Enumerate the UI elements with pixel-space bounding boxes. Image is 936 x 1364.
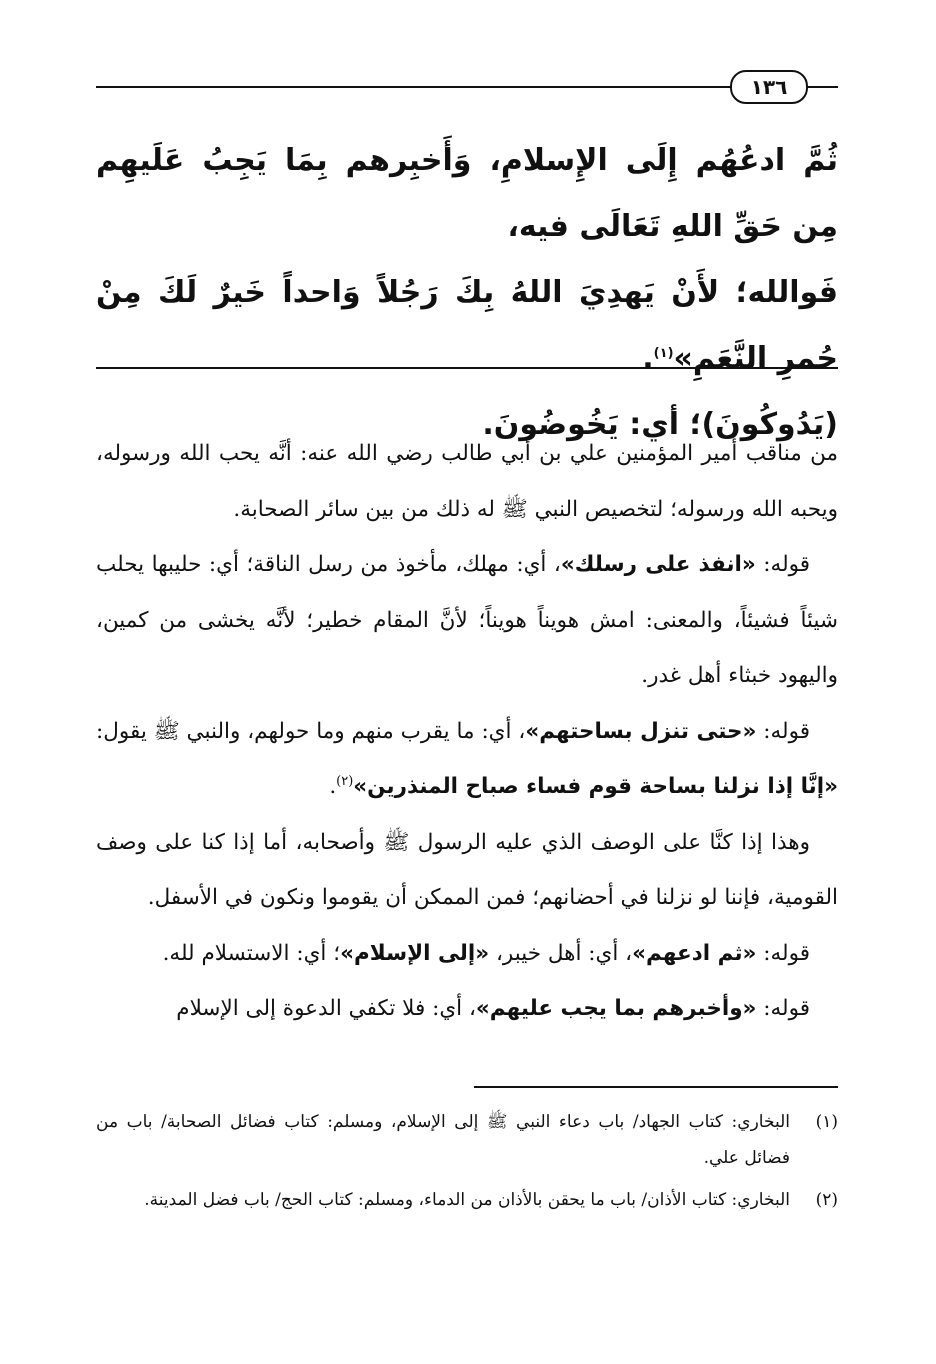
matn-line-2 — [96, 260, 838, 392]
footnote-number-2: (٢) — [815, 1190, 838, 1210]
p3-quote: «حتى تنزل بساحتهم» — [525, 718, 757, 744]
p5-lead: قوله: — [756, 940, 810, 966]
p2-quote: «انفذ على رسلك» — [560, 552, 756, 577]
p2-lead: قوله: — [755, 552, 810, 577]
p3-rest: ، أي: ما يقرب منهم وما حولهم، والنبي ﷺ يقول: — [96, 718, 526, 744]
commentary-block — [96, 426, 838, 1037]
p2-rest: ، أي: مهلك، مأخوذ من رسل الناقة؛ أي: حليبها يحلب شيئاً فشيئاً، والمعنى: امش هويناً هويناً؛ لأنَّ المقام خطير؛ لأنَّه يخشى من كمين، واليهود خبثاء أهل غدر. — [96, 552, 838, 688]
p6-lead: قوله: — [756, 996, 810, 1021]
p3-hadith-quote: «إنَّا إذا نزلنا بساحة قوم فساء صباح المنذرين» — [353, 774, 838, 799]
footnote-number-1: (١) — [815, 1112, 838, 1132]
p5-mid: ، أي: أهل خيبر، — [489, 940, 633, 966]
p6-rest: ، أي: فلا تكفي الدعوة إلى الإسلام — [176, 996, 476, 1021]
footnote-text-1: البخاري: كتاب الجهاد/ باب دعاء النبي ﷺ إلى الإسلام، ومسلم: كتاب فضائل الصحابة/ باب من فضائل علي. — [96, 1112, 790, 1168]
footnote-rule — [474, 1086, 838, 1088]
footnotes-block — [96, 1104, 838, 1224]
matn-line-2-text: فَوالله؛ لأَنْ يَهدِيَ اللهُ بِكَ رَجُلاً وَاحداً خَيرٌ لَكَ مِنْ حُمرِ النَّعَمِ» — [96, 275, 838, 376]
p5-quote-2: «إلى الإسلام» — [340, 940, 490, 966]
p3-lead: قوله: — [756, 718, 810, 744]
footnote-2 — [96, 1182, 838, 1218]
p5-rest: ؛ أي: الاستسلام لله. — [162, 940, 341, 966]
matn-line-2-end: . — [642, 341, 654, 376]
commentary-paragraph-1: من مناقب أمير المؤمنين علي بن أبي طالب رضي الله عنه: أنَّه يحب الله ورسوله، ويحبه الله ورسوله؛ لتخصيص النبي ﷺ له ذلك من بين سائر الصحابة. — [96, 441, 838, 522]
footnote-1 — [96, 1104, 838, 1176]
footnote-ref-1: (١) — [653, 346, 674, 361]
page-number-badge: ١٣٦ — [730, 70, 808, 104]
p5-quote: «ثم ادعهم» — [632, 940, 757, 966]
commentary-paragraph-5 — [96, 926, 838, 982]
commentary-paragraph-6 — [96, 981, 838, 1037]
matn-line-1: ثُمَّ ادعُهُم إِلَى الإِسلامِ، وَأَخبِرهم بِمَا يَجِبُ عَلَيهِم مِن حَقِّ اللهِ تَعَالَى فيه، — [96, 143, 838, 244]
matn-separator — [96, 367, 838, 369]
matn-line-3: (يَدُوكُونَ)؛ أي: يَخُوضُونَ. — [482, 407, 838, 442]
commentary-paragraph-3 — [96, 704, 838, 815]
p6-quote: «وأخبرهم بما يجب عليهم» — [475, 996, 757, 1021]
footnote-ref-2: (٢) — [336, 773, 354, 789]
p3-end: . — [329, 774, 337, 799]
footnote-text-2: البخاري: كتاب الأذان/ باب ما يحقن بالأذان من الدماء، ومسلم: كتاب الحج/ باب فضل المدينة. — [144, 1190, 790, 1210]
commentary-paragraph-2 — [96, 537, 838, 704]
matn-block — [96, 128, 838, 458]
commentary-paragraph-4: وهذا إذا كنَّا على الوصف الذي عليه الرسول ﷺ وأصحابه، أما إذا كنا على وصف القومية، فإننا لو نزلنا في أحضانهم؛ فمن الممكن أن يقوموا ونكون في الأسفل. — [96, 829, 838, 910]
header-rule — [96, 86, 838, 88]
